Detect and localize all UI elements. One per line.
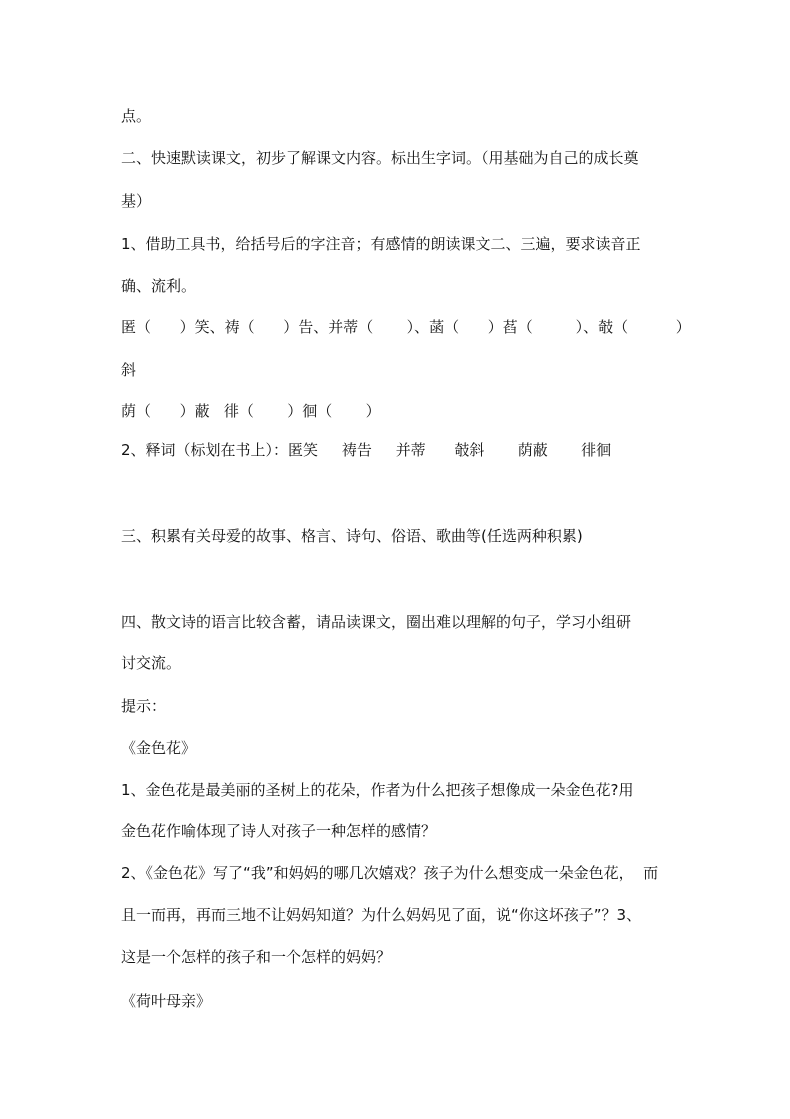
text-line: 斜: [121, 361, 137, 379]
subheading-golden-flower: 《金色花》: [121, 739, 197, 757]
question-2: 2、《金色花》写了“我”和妈妈的哪几次嬉戏？孩子为什么想变成一朵金色花， 而: [121, 864, 659, 882]
text-line: 讨交流。: [121, 654, 182, 672]
subheading-lotus-leaf-mother: 《荷叶母亲》: [121, 992, 212, 1010]
pinyin-exercise-line: 匿（ ）笑、祷（ ）告、并蒂（ ）、菡（ ）萏（ ）、攲（ ）: [121, 318, 691, 336]
hint-label: 提示：: [121, 697, 167, 715]
section-heading-3: 三、积累有关母爱的故事、格言、诗句、俗语、歌曲等(任选两种积累): [121, 527, 583, 545]
text-line: 基）: [121, 192, 152, 210]
task-item-2: 2、释词（标划在书上）：匿笑 祷告 并蒂 攲斜 荫蔽 徘徊: [121, 441, 612, 459]
question-1: 1、金色花是最美丽的圣树上的花朵，作者为什么把孩子想像成一朵金色花?用: [121, 781, 634, 799]
text-line: 且一而再，再而三地不让妈妈知道？为什么妈妈见了面，说“你这坏孩子”？3、: [121, 906, 642, 924]
text-line: 金色花作喻体现了诗人对孩子一种怎样的感情？: [121, 822, 437, 840]
text-line: 确、流利。: [121, 277, 197, 295]
text-line: 点。: [121, 107, 152, 125]
pinyin-exercise-line: 荫（ ）蔽 徘（ ）徊（ ）: [121, 402, 381, 420]
task-item-1: 1、借助工具书，给括号后的字注音；有感情的朗读课文二、三遍，要求读音正: [121, 235, 641, 253]
section-heading-4: 四、散文诗的语言比较含蓄，请品读课文，圈出难以理解的句子，学习小组研: [121, 613, 632, 631]
section-heading-2: 二、快速默读课文，初步了解课文内容。标出生字词。（用基础为自己的成长奠: [121, 149, 639, 167]
text-line: 这是一个怎样的孩子和一个怎样的妈妈？: [121, 948, 392, 966]
